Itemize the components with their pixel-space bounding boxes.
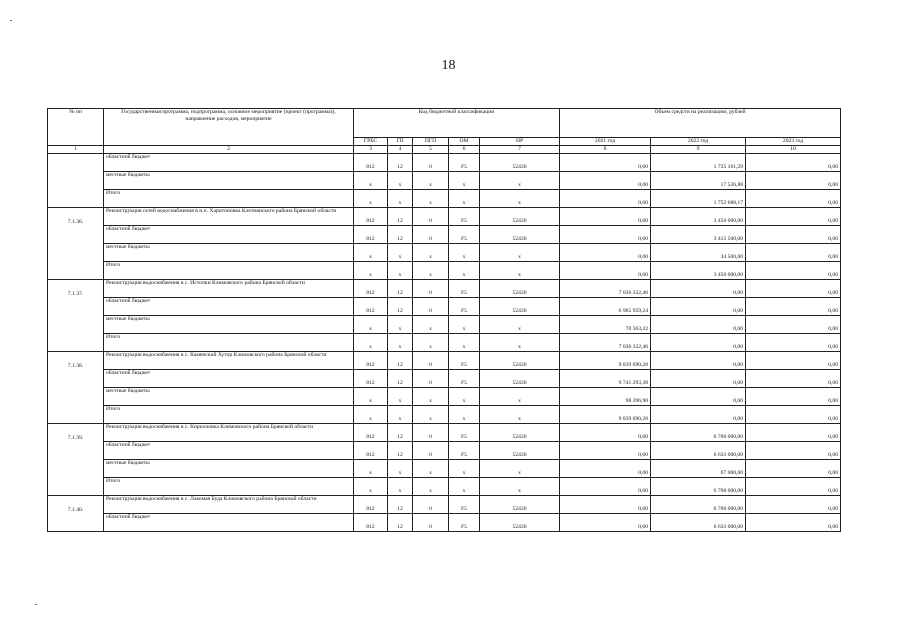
table-row: [48, 208, 841, 226]
code-om: F5: [449, 424, 480, 442]
code-gp: х: [388, 244, 413, 262]
amount-2023: 0,00: [746, 208, 841, 226]
row-number: [48, 262, 104, 280]
row-name: местные бюджеты: [104, 244, 354, 262]
scan-speck: [10, 20, 12, 21]
code-grbs: х: [354, 262, 388, 280]
header-year-2023: 2023 год: [746, 138, 841, 146]
code-pgp: 0: [413, 370, 449, 388]
code-gp: 12: [388, 154, 413, 172]
code-pgp: 0: [413, 280, 449, 298]
code-grbs: 812: [354, 424, 388, 442]
row-number: 7.1.38.: [48, 352, 104, 370]
code-om: х: [449, 388, 480, 406]
row-name: местные бюджеты: [104, 388, 354, 406]
table-row: [48, 334, 841, 352]
code-gp: х: [388, 478, 413, 496]
code-gp: х: [388, 334, 413, 352]
amount-2021: 0,00: [560, 478, 651, 496]
code-grbs: 812: [354, 370, 388, 388]
code-grbs: 812: [354, 154, 388, 172]
code-om: F5: [449, 298, 480, 316]
code-om: F5: [449, 514, 480, 532]
table-row: [48, 172, 841, 190]
row-number: 7.1.36.: [48, 208, 104, 226]
code-grbs: х: [354, 190, 388, 208]
code-gp: 12: [388, 226, 413, 244]
row-number: [48, 442, 104, 460]
row-number: [48, 298, 104, 316]
amount-2021: 0,00: [560, 514, 651, 532]
row-number: [48, 478, 104, 496]
amount-2021: 9 741 293,38: [560, 370, 651, 388]
code-gp: 12: [388, 424, 413, 442]
code-pgp: 0: [413, 514, 449, 532]
code-gp: х: [388, 388, 413, 406]
code-om: х: [449, 244, 480, 262]
row-name: Итого: [104, 190, 354, 208]
table-row: [48, 298, 841, 316]
code-gp: 12: [388, 370, 413, 388]
code-nr: х: [480, 172, 560, 190]
amount-2023: 0,00: [746, 460, 841, 478]
code-gp: х: [388, 406, 413, 424]
row-name: Реконструкция сетей водоснабжения в н.п. Харитоновка Клетнянского района Брянской области: [104, 208, 354, 226]
header-code-pgp: ПГП: [413, 138, 449, 146]
code-gp: х: [388, 190, 413, 208]
amount-2021: 0,00: [560, 154, 651, 172]
code-pgp: х: [413, 190, 449, 208]
amount-2021: 70 363,22: [560, 316, 651, 334]
header-amount-group: Объем средств на реализацию, рублей: [560, 109, 841, 138]
amount-2022: 0,00: [651, 388, 746, 406]
code-grbs: х: [354, 244, 388, 262]
code-gp: 12: [388, 208, 413, 226]
code-pgp: 0: [413, 226, 449, 244]
amount-2021: 0,00: [560, 244, 651, 262]
code-gp: х: [388, 316, 413, 334]
code-om: F5: [449, 352, 480, 370]
row-name: местные бюджеты: [104, 316, 354, 334]
amount-2022: 0,00: [651, 280, 746, 298]
amount-2023: 0,00: [746, 280, 841, 298]
code-nr: 52430: [480, 442, 560, 460]
code-grbs: 812: [354, 226, 388, 244]
code-gp: 12: [388, 514, 413, 532]
amount-2023: 0,00: [746, 352, 841, 370]
amount-2022: 6 700 000,00: [651, 496, 746, 514]
amount-2021: 7 036 322,46: [560, 280, 651, 298]
amount-2022: 0,00: [651, 370, 746, 388]
row-name: областной бюджет: [104, 298, 354, 316]
code-pgp: х: [413, 262, 449, 280]
amount-2021: 0,00: [560, 496, 651, 514]
code-gp: 12: [388, 442, 413, 460]
amount-2022: 3 450 000,00: [651, 262, 746, 280]
table-row: [48, 244, 841, 262]
header-year-2022: 2022 год: [651, 138, 746, 146]
code-gp: х: [388, 460, 413, 478]
row-number: [48, 244, 104, 262]
table-row: [48, 496, 841, 514]
row-name: Итого: [104, 478, 354, 496]
amount-2023: 0,00: [746, 496, 841, 514]
code-gp: 12: [388, 352, 413, 370]
code-grbs: 812: [354, 298, 388, 316]
amount-2021: 0,00: [560, 262, 651, 280]
header-code-nr: НР: [480, 138, 560, 146]
amount-2023: 0,00: [746, 406, 841, 424]
column-index-row: [48, 146, 841, 154]
table-row: [48, 352, 841, 370]
row-name: областной бюджет: [104, 370, 354, 388]
row-name: Реконструкция водоснабжения в с. Кирилловка Климовского района Брянской области: [104, 424, 354, 442]
amount-2023: 0,00: [746, 424, 841, 442]
code-om: х: [449, 406, 480, 424]
table-row: [48, 154, 841, 172]
table-row: [48, 226, 841, 244]
row-number: [48, 154, 104, 172]
amount-2023: 0,00: [746, 190, 841, 208]
code-grbs: 812: [354, 208, 388, 226]
amount-2022: 17 526,88: [651, 172, 746, 190]
amount-2023: 0,00: [746, 316, 841, 334]
code-nr: 52430: [480, 352, 560, 370]
row-number: [48, 190, 104, 208]
code-nr: 52430: [480, 424, 560, 442]
table-row: [48, 406, 841, 424]
row-name: Реконструкция водоснабжения в с. Каменский Хутор Климовского района Брянской области: [104, 352, 354, 370]
code-gp: 12: [388, 298, 413, 316]
code-nr: х: [480, 334, 560, 352]
row-name: областной бюджет: [104, 154, 354, 172]
row-number: [48, 514, 104, 532]
row-number: [48, 316, 104, 334]
amount-2022: 0,00: [651, 334, 746, 352]
code-gp: 12: [388, 280, 413, 298]
amount-2023: 0,00: [746, 226, 841, 244]
code-om: F5: [449, 208, 480, 226]
header-num: № пп: [48, 109, 104, 138]
row-name: местные бюджеты: [104, 460, 354, 478]
amount-2021: 0,00: [560, 442, 651, 460]
code-nr: х: [480, 406, 560, 424]
row-number: [48, 460, 104, 478]
row-number: 7.1.37.: [48, 280, 104, 298]
amount-2021: 98 396,90: [560, 388, 651, 406]
amount-2022: 0,00: [651, 316, 746, 334]
code-nr: х: [480, 388, 560, 406]
row-number: [48, 334, 104, 352]
table-row: [48, 460, 841, 478]
code-nr: х: [480, 478, 560, 496]
code-grbs: 812: [354, 514, 388, 532]
code-pgp: 0: [413, 298, 449, 316]
amount-2021: 9 839 690,28: [560, 352, 651, 370]
header-name-cont: [104, 138, 354, 146]
amount-2022: 6 700 000,00: [651, 478, 746, 496]
code-grbs: 812: [354, 352, 388, 370]
code-om: х: [449, 460, 480, 478]
code-pgp: 0: [413, 208, 449, 226]
code-pgp: х: [413, 334, 449, 352]
code-om: х: [449, 172, 480, 190]
scan-speck: [35, 604, 37, 605]
row-number: 7.1.39.: [48, 424, 104, 442]
code-grbs: х: [354, 460, 388, 478]
column-index: 7: [480, 146, 560, 154]
amount-2022: 6 700 000,00: [651, 424, 746, 442]
code-nr: 52430: [480, 298, 560, 316]
amount-2021: 0,00: [560, 190, 651, 208]
code-grbs: х: [354, 388, 388, 406]
amount-2023: 0,00: [746, 388, 841, 406]
amount-2021: 7 036 322,46: [560, 334, 651, 352]
code-nr: 52430: [480, 154, 560, 172]
amount-2022: 3 450 000,00: [651, 208, 746, 226]
code-nr: 52430: [480, 226, 560, 244]
code-om: х: [449, 316, 480, 334]
code-gp: 12: [388, 496, 413, 514]
code-grbs: х: [354, 334, 388, 352]
code-nr: 52430: [480, 208, 560, 226]
header-code-grbs: ГРБС: [354, 138, 388, 146]
amount-2023: 0,00: [746, 298, 841, 316]
header-subrow: [48, 138, 841, 146]
column-index: 4: [388, 146, 413, 154]
row-name: областной бюджет: [104, 442, 354, 460]
code-pgp: 0: [413, 496, 449, 514]
table-row: [48, 190, 841, 208]
amount-2022: 0,00: [651, 352, 746, 370]
code-grbs: х: [354, 478, 388, 496]
code-pgp: 0: [413, 424, 449, 442]
row-name: Реконструкция водоснабжения в с. Лакомая Буда Климовского района Брянской области: [104, 496, 354, 514]
row-name: Реконструкция водоснабжения в с. Истопки Климовского района Брянской области: [104, 280, 354, 298]
column-index: 3: [354, 146, 388, 154]
amount-2022: 6 633 000,00: [651, 442, 746, 460]
header-name: Государственная программа, подпрограмма, основное мероприятие (проект (программа)), направление расходов, мероприятие: [104, 109, 354, 138]
amount-2023: 0,00: [746, 442, 841, 460]
code-pgp: х: [413, 406, 449, 424]
row-number: [48, 172, 104, 190]
row-number: [48, 388, 104, 406]
code-pgp: х: [413, 460, 449, 478]
amount-2021: 0,00: [560, 460, 651, 478]
row-name: областной бюджет: [104, 226, 354, 244]
column-index: 2: [104, 146, 354, 154]
header-code-group: Код бюджетной классификации: [354, 109, 560, 138]
row-name: Итого: [104, 334, 354, 352]
row-name: Итого: [104, 406, 354, 424]
amount-2022: 6 633 000,00: [651, 514, 746, 532]
amount-2021: 6 965 959,24: [560, 298, 651, 316]
code-pgp: х: [413, 244, 449, 262]
table-row: [48, 262, 841, 280]
code-grbs: 812: [354, 496, 388, 514]
table-row: [48, 316, 841, 334]
header-row: [48, 109, 841, 138]
code-om: F5: [449, 442, 480, 460]
code-om: F5: [449, 226, 480, 244]
column-index: 8: [560, 146, 651, 154]
column-index: 6: [449, 146, 480, 154]
amount-2022: 34 500,00: [651, 244, 746, 262]
amount-2022: 67 000,00: [651, 460, 746, 478]
code-pgp: х: [413, 478, 449, 496]
amount-2023: 0,00: [746, 334, 841, 352]
code-pgp: х: [413, 316, 449, 334]
amount-2023: 0,00: [746, 172, 841, 190]
table-row: [48, 514, 841, 532]
code-nr: 52430: [480, 514, 560, 532]
code-gp: х: [388, 262, 413, 280]
amount-2022: 1 735 161,29: [651, 154, 746, 172]
code-om: х: [449, 262, 480, 280]
code-pgp: х: [413, 172, 449, 190]
table-row: [48, 280, 841, 298]
code-nr: х: [480, 460, 560, 478]
amount-2023: 0,00: [746, 514, 841, 532]
code-grbs: 812: [354, 280, 388, 298]
amount-2023: 0,00: [746, 370, 841, 388]
code-nr: х: [480, 244, 560, 262]
code-om: F5: [449, 280, 480, 298]
column-index: 10: [746, 146, 841, 154]
code-om: F5: [449, 370, 480, 388]
table-row: [48, 388, 841, 406]
code-nr: х: [480, 316, 560, 334]
amount-2022: 0,00: [651, 406, 746, 424]
column-index: 5: [413, 146, 449, 154]
row-number: [48, 406, 104, 424]
row-number: [48, 370, 104, 388]
table-row: [48, 424, 841, 442]
amount-2022: 1 752 688,17: [651, 190, 746, 208]
amount-2021: 0,00: [560, 226, 651, 244]
code-nr: х: [480, 262, 560, 280]
code-om: х: [449, 478, 480, 496]
table-row: [48, 442, 841, 460]
column-index: 9: [651, 146, 746, 154]
row-number: [48, 226, 104, 244]
code-nr: 52430: [480, 496, 560, 514]
header-year-2021: 2021 год: [560, 138, 651, 146]
code-om: F5: [449, 154, 480, 172]
code-nr: х: [480, 190, 560, 208]
header-code-om: ОМ: [449, 138, 480, 146]
table-row: [48, 478, 841, 496]
code-pgp: х: [413, 388, 449, 406]
header-code-gp: ГП: [388, 138, 413, 146]
code-grbs: 812: [354, 442, 388, 460]
code-grbs: х: [354, 316, 388, 334]
amount-2023: 0,00: [746, 478, 841, 496]
amount-2021: 0,00: [560, 208, 651, 226]
code-pgp: 0: [413, 352, 449, 370]
page-number: 18: [441, 58, 456, 73]
row-name: областной бюджет: [104, 514, 354, 532]
amount-2023: 0,00: [746, 244, 841, 262]
column-index: 1: [48, 146, 104, 154]
code-nr: 52430: [480, 280, 560, 298]
code-grbs: х: [354, 172, 388, 190]
code-om: F5: [449, 496, 480, 514]
code-om: х: [449, 190, 480, 208]
amount-2023: 0,00: [746, 262, 841, 280]
amount-2022: 3 415 500,00: [651, 226, 746, 244]
table-row: [48, 370, 841, 388]
amount-2022: 0,00: [651, 298, 746, 316]
code-grbs: х: [354, 406, 388, 424]
row-name: Итого: [104, 262, 354, 280]
amount-2021: 9 839 690,28: [560, 406, 651, 424]
code-nr: 52430: [480, 370, 560, 388]
code-om: х: [449, 334, 480, 352]
code-gp: х: [388, 172, 413, 190]
code-pgp: 0: [413, 442, 449, 460]
code-pgp: 0: [413, 154, 449, 172]
amount-2021: 0,00: [560, 424, 651, 442]
row-number: 7.1.40.: [48, 496, 104, 514]
budget-table: [47, 108, 841, 532]
amount-2021: 0,00: [560, 172, 651, 190]
amount-2023: 0,00: [746, 154, 841, 172]
header-num-cont: [48, 138, 104, 146]
row-name: местные бюджеты: [104, 172, 354, 190]
